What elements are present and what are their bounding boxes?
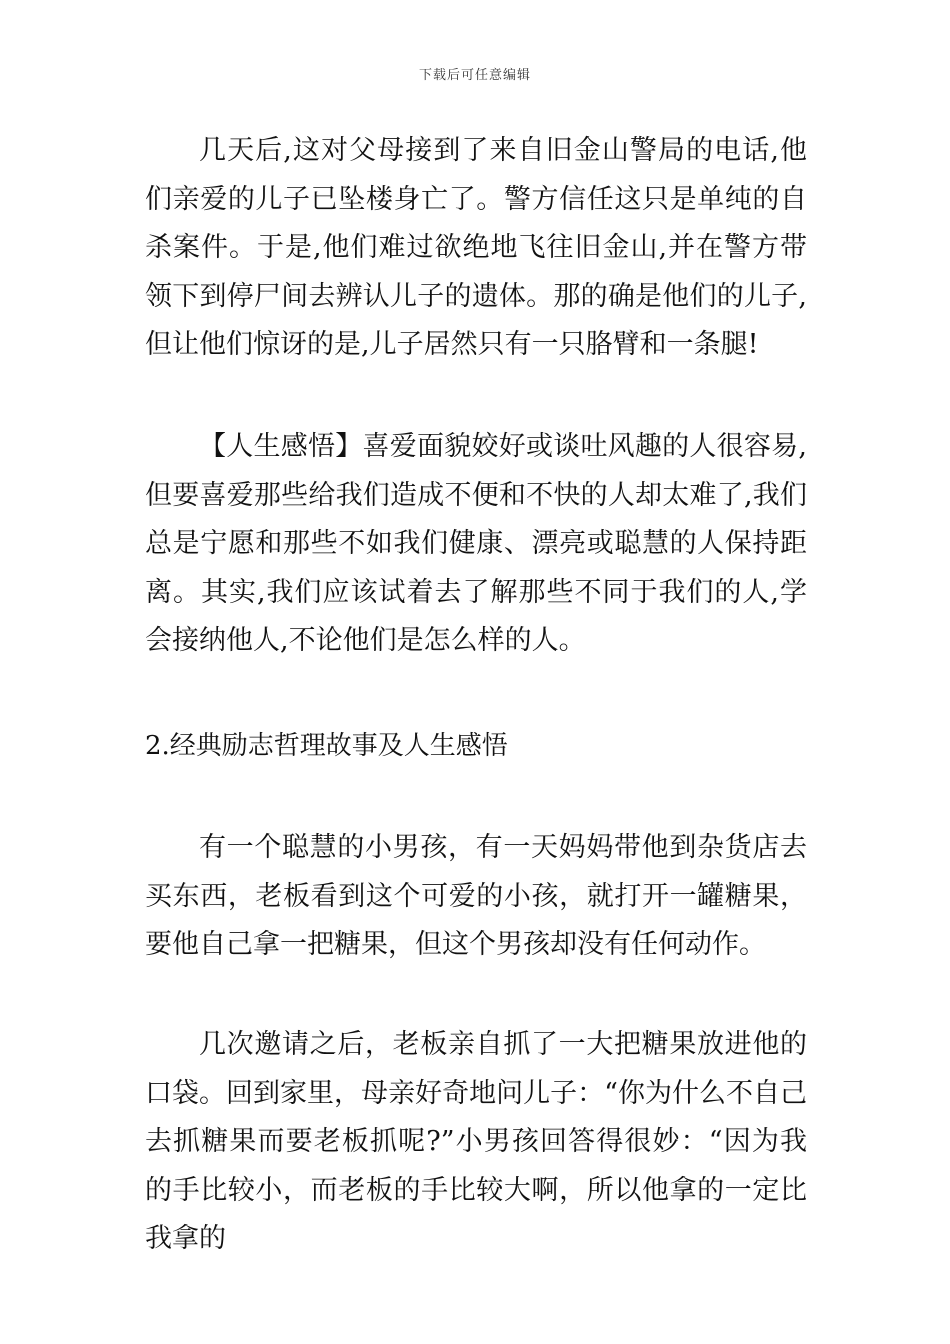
life-insight-paragraph: 【人生感悟】喜爱面貌姣好或谈吐风趣的人很容易,但要喜爱那些给我们造成不便和不快的人却太难了,我们总是宁愿和那些不如我们健康、漂亮或聪慧的人保持距离。其实,我们应该试着去了解那些不同于我们的人,学会接纳他人,不论他们是怎么样的人。 [145, 431, 807, 656]
page-header: 下载后可任意编辑 [418, 68, 531, 83]
section-heading: 2.经典励志哲理故事及人生感悟 [145, 731, 508, 761]
story-paragraph-2: 有一个聪慧的小男孩，有一天妈妈带他到杂货店去买东西，老板看到这个可爱的小孩，就打开一罐糖果，要他自己拿一把糖果，但这个男孩却没有任何动作。 [145, 832, 807, 960]
story-paragraph-3: 几次邀请之后，老板亲自抓了一大把糖果放进他的口袋。回到家里，母亲好奇地问儿子：“你为什么不自己去抓糖果而要老板抓呢?”小男孩回答得很妙：“因为我的手比较小，而老板的手比较大啊，所以他拿的一定比我拿的 [145, 1029, 807, 1254]
story-paragraph-1: 几天后,这对父母接到了来自旧金山警局的电话,他们亲爱的儿子已坠楼身亡了。警方信任这只是单纯的自 杀案件。于是,他们难过欲绝地飞往旧金山,并在警方带领下到停尸间去辨认儿子的遗体。那的确是他们的儿子,但让他们惊讶的是,儿子居然只有一只胳臂和一条腿! [145, 135, 807, 360]
